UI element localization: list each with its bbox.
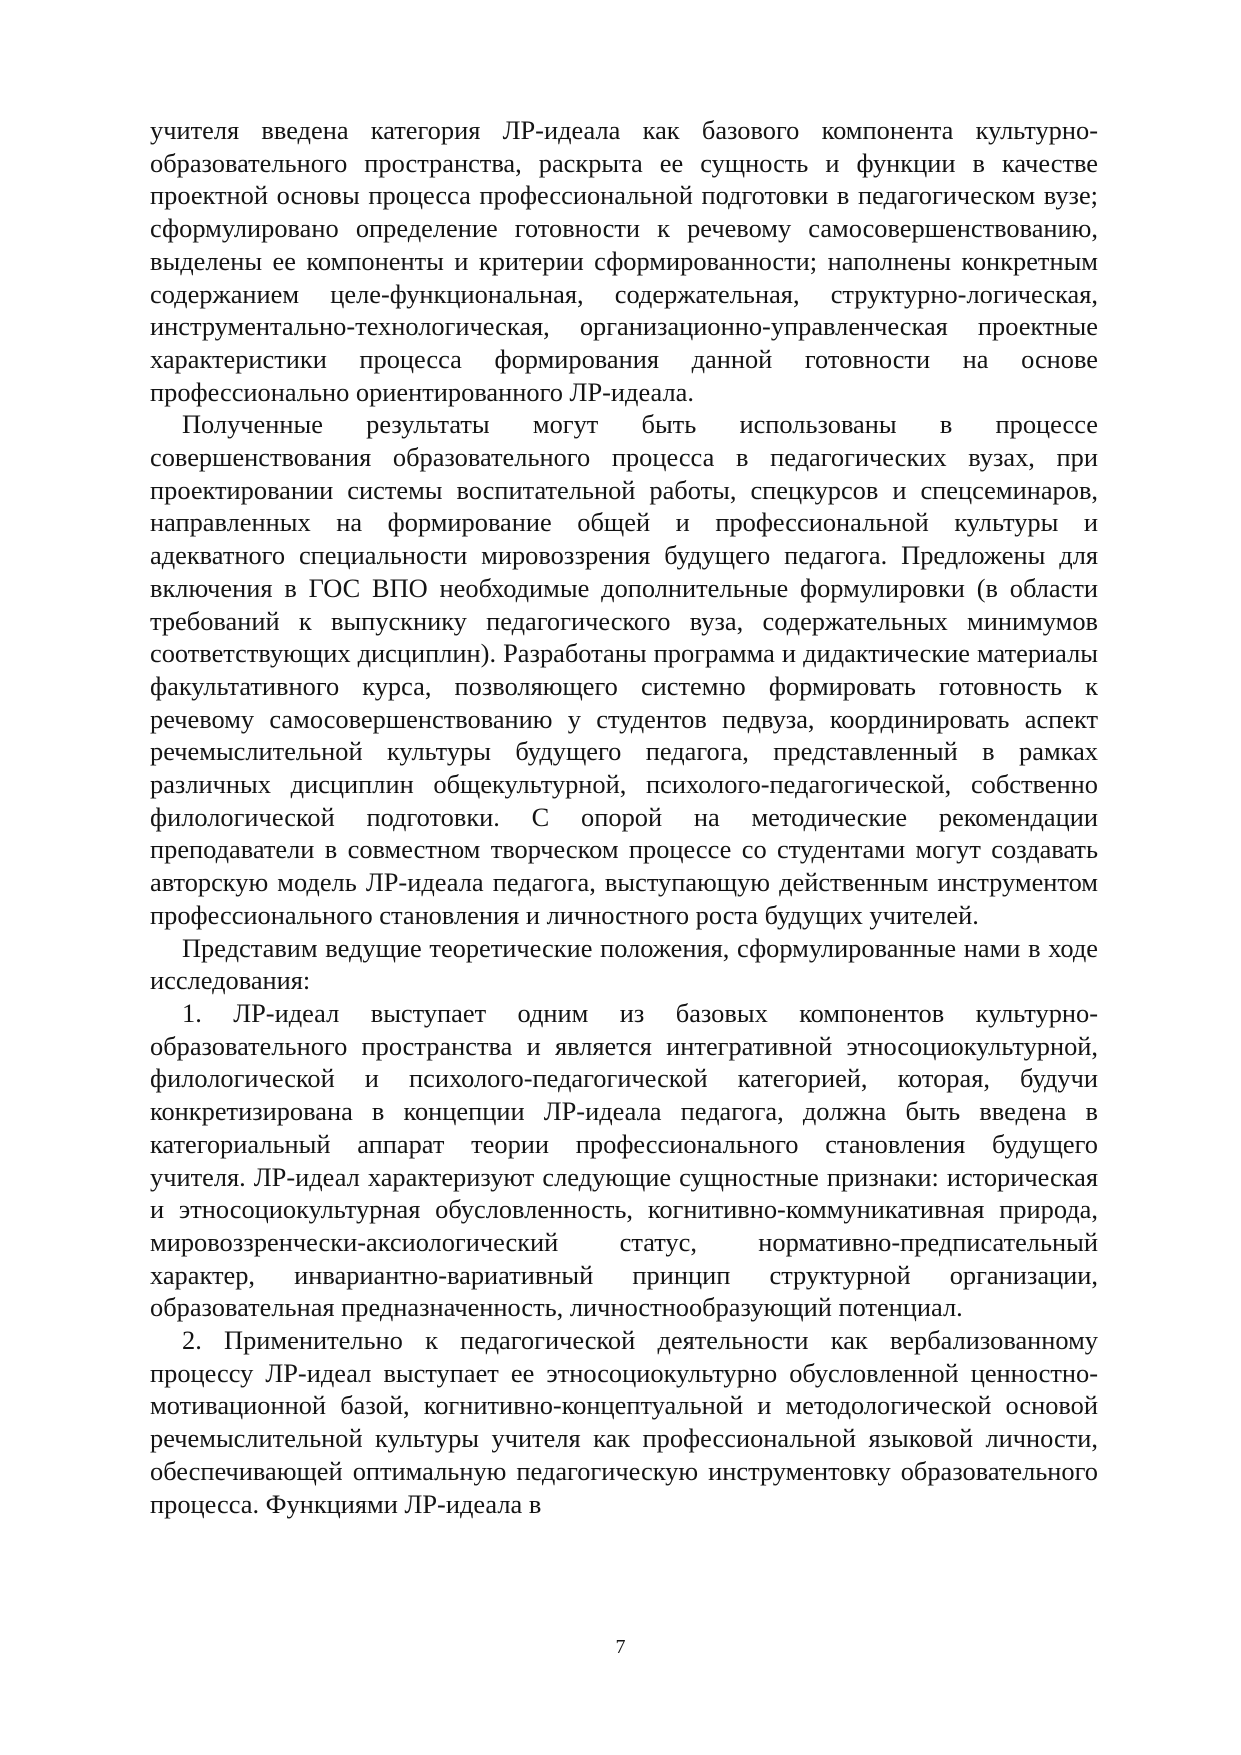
paragraph-results: Полученные результаты могут быть использованы в процессе совершенствования образовательного процесса в педагогических вузах, при проектировании системы воспитательной работы, спецкурсов и спецсеминаров, направленных на формирование общей и профессиональной культуры и адекватного специальности мировоззрения будущего педагога. Предложены для включения в ГОС ВПО необходимые дополнительные формулировки (в области требований к выпускнику педагогического вуза, содержательных минимумов соответствующих дисциплин). Разработаны программа и дидактические материалы факультативного курса, позволяющего системно формировать готовность к речевому самосовершенствованию у студентов педвуза, координировать аспект речемыслительной культуры будущего педагога, представленный в рамках различных дисциплин общекультурной, психолого-педагогической, собственно филологической подготовки. С опорой на методические рекомендации преподаватели в совместном творческом процессе со студентами могут создавать авторскую модель ЛР-идеала педагога, выступающую действенным инструментом профессионального становления и личностного роста будущих учителей. (150, 409, 1098, 930)
paragraph-thesis-1: 1. ЛР-идеал выступает одним из базовых компонентов культурно-образовательного пространства и является интегративной этносоциокультурной, филологической и психолого-педагогической категорией, которая, будучи конкретизирована в концепции ЛР-идеала педагога, должна быть введена в категориальный аппарат теории профессионального становления будущего учителя. ЛР-идеал характеризуют следующие сущностные признаки: историческая и этносоциокультурная обусловленность, когнитивно-коммуникативная природа, мировоззренчески-аксиологический статус, нормативно-предписательный характер, инвариантно-вариативный принцип структурной организации, образовательная предназначенность, личностнообразующий потенциал. (150, 997, 1098, 1323)
page-number: 7 (615, 1636, 626, 1658)
paragraph-theses-intro: Представим ведущие теоретические положения, сформулированные нами в ходе исследования: (150, 932, 1098, 996)
paragraph-thesis-2: 2. Применительно к педагогической деятельности как вербализованному процессу ЛР-идеал выступает ее этносоциокультурно обусловленной ценностно-мотивационной базой, когнитивно-концептуальной и методологической основой речемыслительной культуры учителя как профессиональной языковой личности, обеспечивающей оптимальную педагогическую инструментовку образовательного процесса. Функциями ЛР-идеала в (150, 1325, 1098, 1519)
paragraph-continuation: учителя введена категория ЛР-идеала как базового компонента культурно-образовательного пространства, раскрыта ее сущность и функции в качестве проектной основы процесса профессиональной подготовки в педагогическом вузе; сформулировано определение готовности к речевому самосовершенствованию, выделены ее компоненты и критерии сформированности; наполнены конкретным содержанием целе-функциональная, содержательная, структурно-логическая, инструментально-технологическая, организационно-управленческая проектные характеристики процесса формирования данной готовности на основе профессионально ориентированного ЛР-идеала. (150, 115, 1098, 407)
document-page (150, 114, 1098, 1520)
